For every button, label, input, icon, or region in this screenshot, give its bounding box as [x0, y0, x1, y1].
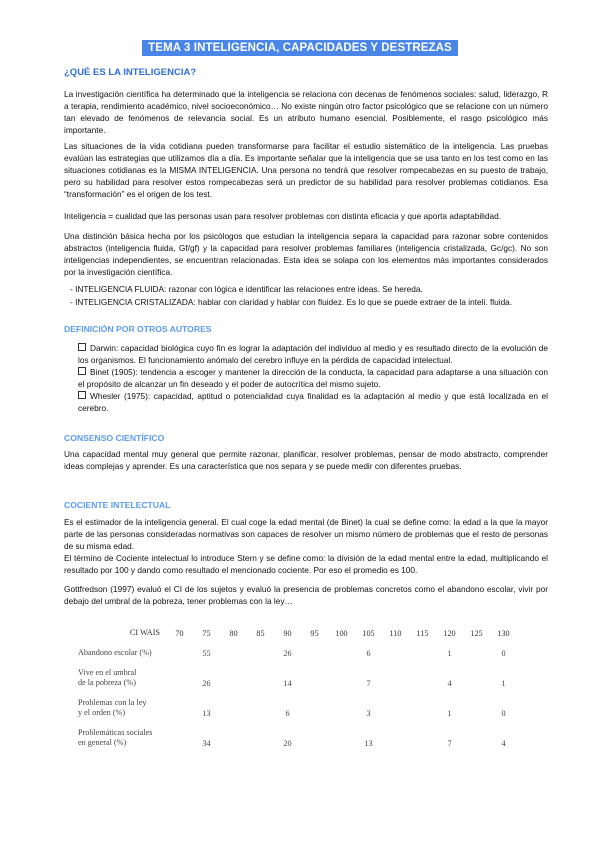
table-cell — [328, 658, 355, 688]
row-label: Problemas con la ley y el orden (%) — [78, 698, 147, 717]
row-label: Problemáticas sociales en general (%) — [78, 728, 153, 747]
table-header-label: CI WAIS — [129, 628, 160, 637]
table-cell — [382, 718, 409, 748]
bullet-cristalizada: - INTELIGENCIA CRISTALIZADA: hablar con claridad y hablar con fluidez. Es lo que se puede extraer de la inteli. fluida. — [70, 297, 513, 307]
table-cell — [301, 688, 328, 718]
definition-list — [64, 342, 548, 414]
table-cell — [328, 638, 355, 658]
column-header: 95 — [310, 629, 319, 638]
paragraph-gottfredson: Gottfredson (1997) evaluó el CI de los sujetos y evaluó la presencia de problemas concretos como el abandono escolar, vivir por debajo del umbral de la pobreza, tener problemas con la ley… — [64, 584, 548, 606]
table-cell — [220, 638, 247, 658]
table-row — [78, 638, 517, 658]
paragraph-situaciones: Las situaciones de la vida cotidiana pueden transformarse para facilitar el estudio sistemático de la inteligencia. Las pruebas evalúan las estrategias que utilizamos día a día. Es importante señalar que la inteligencia que se usa tanto en los test como en las situaciones cotidianas es la MISMA INTELIGENCIA. Una persona no tendrá que resolver rompecabezas en su puesto de trabajo, pero su habilidad para resolver estos rompecabezas será un predictor de su habilidad para resolver problemas cotidianos. Esa “transformación” es el origen de los test. — [64, 141, 548, 199]
document-title: TEMA 3 INTELIGENCIA, CAPACIDADES Y DESTREZAS — [142, 40, 458, 56]
ci-wais-table — [78, 624, 517, 748]
table-cell: 55 — [202, 649, 211, 658]
table-cell — [220, 658, 247, 688]
table-cell — [247, 688, 274, 718]
paragraph-investigacion: La investigación científica ha determinado que la inteligencia se relaciona con decenas de fenómenos sociales: salud, liderazgo, R a terapia, rendimiento académico, nivel socioeconómico… No existe ningún otro factor psicológico que se relacione con un número tan elevado de fenómenos de relevancia social. Es un atributo humano esencial. Posiblemente, el rasgo psicológico más importante. — [64, 89, 548, 135]
table-cell: 7 — [447, 739, 452, 748]
checkbox-square-icon — [78, 391, 86, 399]
column-header: 75 — [202, 629, 211, 638]
bullet-fluida: - INTELIGENCIA FLUIDA: razonar con lógica e identificar las relaciones entre ideas. Se hereda. — [70, 284, 423, 294]
row-label: Vive en el umbral de la pobreza (%) — [78, 668, 137, 687]
table-cell: 26 — [202, 679, 211, 688]
table-cell: 3 — [366, 709, 371, 718]
table-cell — [409, 638, 436, 658]
table-cell — [166, 658, 193, 688]
table-cell: 34 — [202, 739, 211, 748]
paragraph-stern: El término de Cociente intelectual lo introduce Stern y se define como: la división de la edad mental entre la edad, multiplicando el resultado por 100 y dando como resultado el mencionado cociente. Por eso el promedio es 100. — [64, 553, 548, 575]
table-cell — [247, 718, 274, 748]
heading-consenso: CONSENSO CIENTÍFICO — [64, 433, 165, 443]
paragraph-estimador: Es el estimador de la inteligencia general. El cual coge la edad mental (de Binet) la cual se define como: la edad a la que la mayor parte de las personas consideradas normativas son capaces de resolver un mismo número de problemas que el resto de personas de su misma edad. — [64, 517, 548, 551]
column-header: 90 — [283, 629, 292, 638]
table-row — [78, 688, 517, 718]
table-cell: 0 — [501, 709, 506, 718]
table-cell: 1 — [447, 709, 452, 718]
column-header: 125 — [470, 629, 483, 638]
table-cell — [301, 718, 328, 748]
paragraph-distincion: Una distinción básica hecha por los psicólogos que estudian la inteligencia separa la capacidad para razonar sobre contenidos abstractos (inteligencia fluida, Gf/gf) y la capacidad para resolver problemas familiares (inteligencia cristalizada, Gc/gc). No son inteligencias independientes, se encuentran relacionadas. Esta idea se solapa con los elementos más importantes considerados por la investigación científica. — [64, 231, 548, 277]
row-label: Abandono escolar (%) — [78, 648, 152, 657]
table-cell — [409, 688, 436, 718]
table-cell: 6 — [366, 649, 371, 658]
column-header: 100 — [335, 629, 348, 638]
column-header: 115 — [416, 629, 429, 638]
table-cell — [463, 688, 490, 718]
table-cell — [301, 658, 328, 688]
paragraph-consenso: Una capacidad mental muy general que permite razonar, planificar, resolver problemas, pensar de modo abstracto, comprender ideas complejas y aprender. Es una característica que nos separa y se puede medir con diferentes pruebas. — [64, 449, 548, 471]
table-cell: 13 — [364, 739, 373, 748]
table-cell — [247, 638, 274, 658]
table-cell — [247, 658, 274, 688]
heading-que-es: ¿QUÉ ES LA INTELIGENCIA? — [64, 67, 197, 78]
table-cell: 26 — [283, 649, 292, 658]
column-header: 80 — [229, 629, 238, 638]
definition-darwin: Darwin: capacidad biológica cuyo fin es lograr la adaptación del individuo al medio y es resultado directo de la evolución de los organismos. El funcionamiento anómalo del cerebro influye en la pérdida de capacidad intelectual. — [78, 343, 548, 365]
table-cell: 4 — [447, 679, 452, 688]
table-cell: 6 — [285, 709, 290, 718]
table-cell — [463, 638, 490, 658]
table-cell — [409, 718, 436, 748]
column-header: 105 — [362, 629, 375, 638]
table-cell: 14 — [283, 679, 292, 688]
heading-definicion: DEFINICIÓN POR OTROS AUTORES — [64, 324, 212, 334]
column-header: 70 — [175, 629, 184, 638]
column-header: 120 — [443, 629, 456, 638]
table-cell: 13 — [202, 709, 211, 718]
table-cell: 1 — [501, 679, 506, 688]
table-cell: 4 — [501, 739, 506, 748]
definition-binet: Binet (1905): tendencia a escoger y mantener la dirección de la conducta, la capacidad para adaptarse a una situación con el propósito de alcanzar un fin deseado y el poder de autocrítica del mismo sujeto. — [78, 367, 548, 389]
table-cell — [301, 638, 328, 658]
column-header: 110 — [389, 629, 402, 638]
column-header: 85 — [256, 629, 265, 638]
table-cell: 7 — [366, 679, 371, 688]
table-cell — [409, 658, 436, 688]
table-row — [78, 658, 517, 688]
checkbox-square-icon — [78, 367, 86, 375]
table-cell — [382, 688, 409, 718]
definition-whesler: Whesler (1975): capacidad, aptitud o potencialidad cuya finalidad es la adaptación al medio y que está localizada en el cerebro. — [78, 391, 548, 413]
title-wrap — [0, 38, 600, 56]
paragraph-definicion-inteligencia: Inteligencia = cualidad que las personas usan para resolver problemas con distinta eficacia y que aporta adaptabilidad. — [64, 211, 502, 221]
table-cell — [166, 638, 193, 658]
table-cell — [220, 718, 247, 748]
table-cell: 1 — [447, 649, 452, 658]
table-row — [78, 718, 517, 748]
table-cell — [382, 638, 409, 658]
table-cell — [382, 658, 409, 688]
table-cell — [166, 718, 193, 748]
table-cell — [328, 718, 355, 748]
table-cell — [166, 688, 193, 718]
table-header-row — [78, 624, 517, 638]
table-cell — [463, 718, 490, 748]
table-cell: 0 — [501, 649, 506, 658]
table-cell: 20 — [283, 739, 292, 748]
heading-cociente: COCIENTE INTELECTUAL — [64, 500, 171, 510]
column-header: 130 — [497, 629, 510, 638]
table-cell — [328, 688, 355, 718]
table-cell — [220, 688, 247, 718]
table-cell — [463, 658, 490, 688]
checkbox-square-icon — [78, 343, 86, 351]
